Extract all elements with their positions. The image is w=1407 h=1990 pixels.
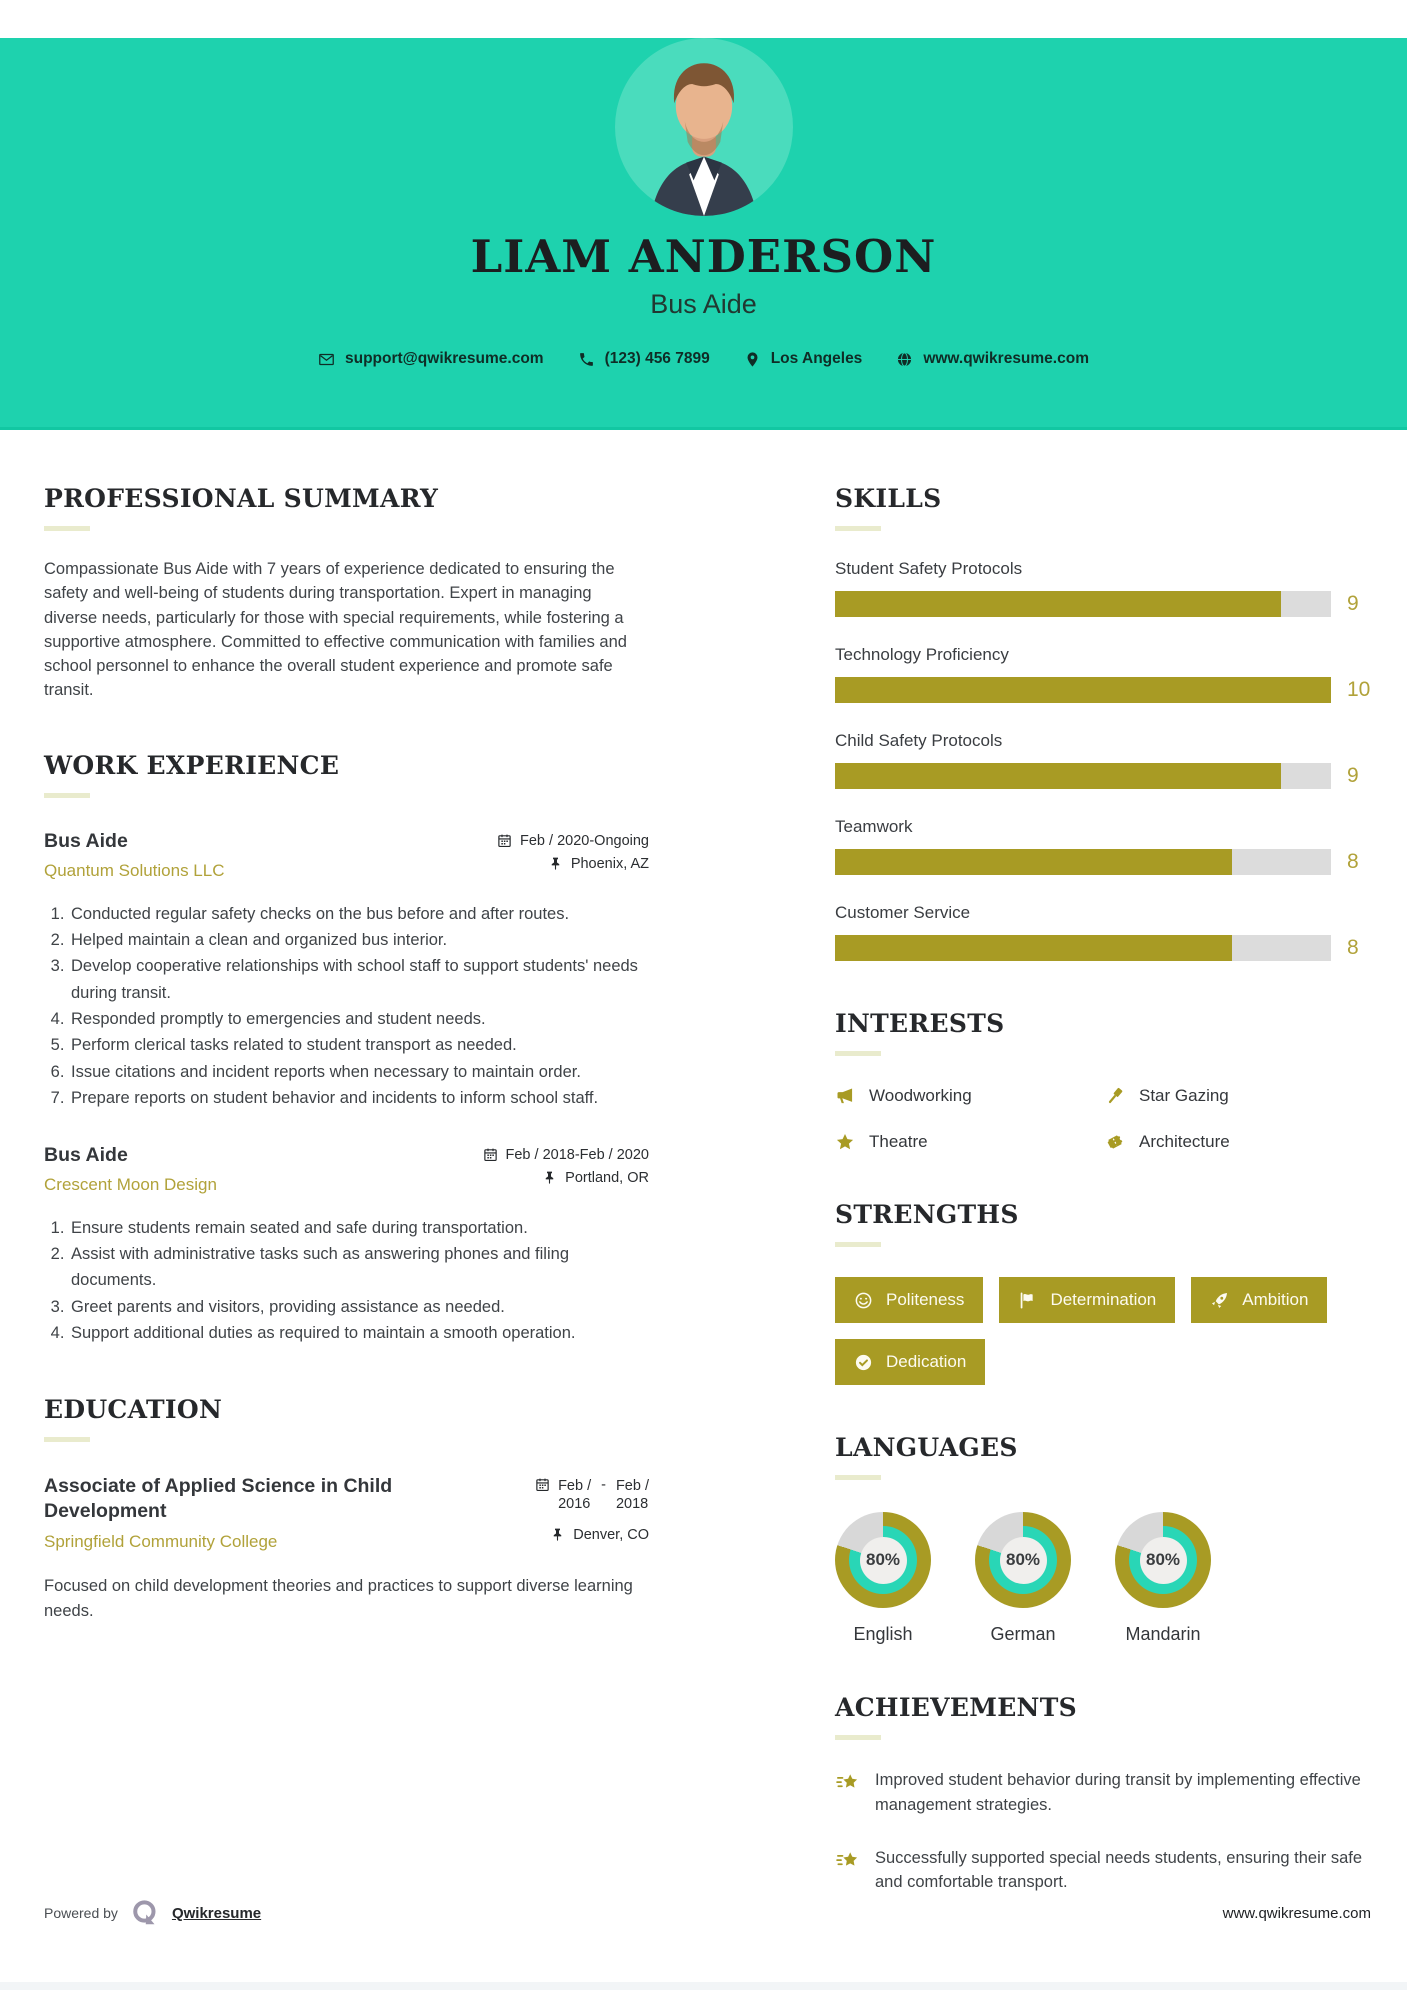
job-bullet: 2. Assist with administrative tasks such as answering phones and filing documents. — [69, 1241, 649, 1294]
pushpin-icon — [550, 1527, 565, 1542]
education-location-text: Denver, CO — [573, 1527, 649, 1544]
interest-label: Woodworking — [869, 1086, 972, 1105]
right-column — [835, 484, 1375, 1943]
resume-body — [0, 430, 1407, 1943]
calendar-icon — [535, 1477, 550, 1492]
heading-rule — [44, 526, 90, 531]
job-location-text: Phoenix, AZ — [570, 855, 649, 872]
job-company: Quantum Solutions LLC — [44, 860, 225, 880]
school-name: Springfield Community College — [44, 1532, 278, 1552]
interest-item — [835, 1086, 1105, 1106]
strength-label: Politeness — [886, 1290, 965, 1309]
skill-bar-fill — [835, 677, 1331, 703]
interest-label: Architecture — [1139, 1132, 1230, 1151]
skill-list — [835, 559, 1375, 961]
job-bullet: 6. Issue citations and incident reports when necessary to maintain order. — [69, 1059, 649, 1085]
contact-text: www.qwikresume.com — [923, 350, 1089, 367]
job-entry — [44, 830, 649, 1112]
language-label: German — [990, 1624, 1056, 1644]
language-percent: 80% — [1000, 1537, 1047, 1584]
work-heading: WORK EXPERIENCE — [44, 750, 340, 780]
pushpin-icon — [542, 1170, 557, 1185]
date-separator: - — [601, 1476, 606, 1493]
education-date-start: Feb / 2016 — [558, 1477, 592, 1513]
star-icon — [835, 1132, 855, 1152]
contact-item — [896, 350, 1089, 368]
job-location-text: Portland, OR — [565, 1169, 649, 1186]
skill-value: 9 — [1347, 592, 1359, 615]
skill-bar-track — [835, 677, 1331, 703]
strength-badge — [835, 1339, 985, 1385]
language-item — [1115, 1512, 1211, 1645]
job-company: Crescent Moon Design — [44, 1174, 217, 1194]
skill-bar-track — [835, 935, 1331, 961]
job-bullet: 1. Conducted regular safety checks on the bus before and after routes. — [69, 901, 649, 927]
skill-name: Customer Service — [835, 903, 971, 922]
language-donut-inner-ring — [849, 1526, 917, 1594]
section-education — [44, 1395, 649, 1623]
summary-text: Compassionate Bus Aide with 7 years of experience dedicated to ensuring the safety and well-being of students during transportation. Expert in managing diverse needs, particularly for those with special requirements, while fostering a supportive atmosphere. Committed to effective communication with families and school personnel to enhance the overall student experience and promote safe transit. — [44, 560, 627, 700]
degree-title: Associate of Applied Science in Child Development — [44, 1474, 393, 1522]
heading-rule — [835, 1735, 881, 1740]
strength-badge — [999, 1277, 1175, 1323]
achievement-list — [835, 1768, 1375, 1895]
heading-rule — [44, 793, 90, 798]
heading-rule — [835, 1475, 881, 1480]
skill-bar-fill — [835, 591, 1281, 617]
job-date-text: Feb / 2020-Ongoing — [520, 832, 649, 849]
skill-name: Teamwork — [835, 817, 913, 836]
section-professional-summary — [44, 484, 649, 703]
language-donut — [835, 1512, 931, 1608]
language-donut-inner-ring — [1129, 1526, 1197, 1594]
skill-name: Child Safety Protocols — [835, 731, 1003, 750]
language-list — [835, 1512, 1375, 1645]
language-item — [975, 1512, 1071, 1645]
job-date — [483, 1147, 650, 1163]
section-strengths — [835, 1200, 1375, 1385]
skill-value: 8 — [1347, 936, 1359, 959]
rocket-icon — [1210, 1291, 1229, 1310]
strength-label: Ambition — [1242, 1290, 1309, 1309]
job-bullet: 1. Ensure students remain seated and safe during transportation. — [69, 1215, 649, 1241]
job-bullet: 3. Develop cooperative relationships with school staff to support students' needs during transit. — [69, 953, 649, 1006]
phone-icon — [578, 351, 595, 368]
skill-item — [835, 645, 1375, 703]
skill-name: Student Safety Protocols — [835, 559, 1023, 578]
achievement-item — [835, 1846, 1375, 1896]
achievement-text: Successfully supported special needs students, ensuring their safe and comfortable transport. — [875, 1848, 1363, 1892]
heading-rule — [835, 1051, 881, 1056]
avatar — [615, 38, 793, 216]
interest-label: Star Gazing — [1139, 1086, 1229, 1105]
strength-list — [835, 1277, 1375, 1385]
section-achievements — [835, 1693, 1375, 1895]
section-work-experience — [44, 751, 649, 1347]
language-donut — [1115, 1512, 1211, 1608]
job-bullet: 5. Perform clerical tasks related to student transport as needed. — [69, 1032, 649, 1058]
contact-bar — [0, 350, 1407, 368]
megaphone-icon — [835, 1086, 855, 1106]
education-date-end: Feb / 2018 — [615, 1477, 649, 1513]
education-entry — [44, 1474, 649, 1623]
job-bullet: 7. Prepare reports on student behavior and incidents to inform school staff. — [69, 1085, 649, 1111]
qwikresume-link[interactable]: Qwikresume — [171, 1904, 262, 1922]
job-location — [548, 856, 649, 872]
achievement-item — [835, 1768, 1375, 1818]
language-donut-inner-ring — [989, 1526, 1057, 1594]
email-icon — [318, 351, 335, 368]
profile-photo — [615, 38, 793, 216]
education-heading: EDUCATION — [44, 1394, 223, 1424]
skill-item — [835, 903, 1375, 961]
job-list — [44, 830, 649, 1347]
job-date — [497, 833, 649, 849]
education-date — [535, 1477, 649, 1515]
shooting-star-icon — [835, 1848, 860, 1873]
flag-icon — [1018, 1291, 1037, 1310]
section-skills — [835, 484, 1375, 961]
skill-bar-track — [835, 591, 1331, 617]
skill-value: 9 — [1347, 764, 1359, 787]
calendar-icon — [497, 833, 512, 848]
strengths-heading: STRENGTHS — [835, 1200, 1019, 1229]
footer — [44, 1898, 1371, 1928]
language-percent: 80% — [860, 1537, 907, 1584]
skill-value: 10 — [1347, 678, 1371, 701]
language-percent: 80% — [1140, 1537, 1187, 1584]
skill-bar-fill — [835, 763, 1281, 789]
globe-icon — [896, 351, 913, 368]
language-label: English — [853, 1624, 913, 1644]
footer-site-link[interactable]: www.qwikresume.com — [1222, 1904, 1371, 1922]
skill-item — [835, 559, 1375, 617]
heading-rule — [44, 1437, 90, 1442]
interest-item — [1105, 1132, 1375, 1152]
contact-text: Los Angeles — [770, 350, 863, 367]
ticket-icon — [1105, 1132, 1125, 1152]
skill-bar-fill — [835, 849, 1232, 875]
job-bullet: 4. Responded promptly to emergencies and student needs. — [69, 1006, 649, 1032]
language-donut — [975, 1512, 1071, 1608]
calendar-icon — [483, 1147, 498, 1162]
gavel-icon — [1105, 1086, 1125, 1106]
skill-name: Technology Proficiency — [835, 645, 1009, 664]
contact-text: support@qwikresume.com — [345, 350, 544, 367]
job-title: Bus Aide — [44, 829, 128, 852]
strength-badge — [835, 1277, 983, 1323]
job-date-text: Feb / 2018-Feb / 2020 — [505, 1146, 649, 1163]
contact-item — [578, 350, 710, 368]
languages-heading: LANGUAGES — [835, 1433, 1018, 1462]
powered-by — [44, 1898, 261, 1928]
achievement-text: Improved student behavior during transit by implementing effective management strategies. — [875, 1771, 1361, 1814]
interest-list — [835, 1086, 1375, 1152]
contact-text: (123) 456 7899 — [604, 350, 710, 367]
qwikresume-logo-icon — [130, 1898, 160, 1928]
heading-rule — [835, 526, 881, 531]
shooting-star-icon — [835, 1770, 860, 1795]
strength-label: Determination — [1050, 1290, 1157, 1309]
job-location — [542, 1170, 649, 1186]
strength-badge — [1191, 1277, 1327, 1323]
powered-by-label: Powered by — [44, 1905, 118, 1921]
skill-item — [835, 817, 1375, 875]
job-bullets — [44, 901, 649, 1112]
contact-item — [744, 350, 863, 368]
candidate-title: Bus Aide — [650, 289, 757, 319]
skill-item — [835, 731, 1375, 789]
interest-label: Theatre — [869, 1132, 928, 1151]
candidate-name: LIAM ANDERSON — [470, 230, 937, 283]
job-bullets — [44, 1215, 649, 1347]
education-note: Focused on child development theories and practices to support diverse learning needs. — [44, 1577, 633, 1620]
pushpin-icon — [548, 856, 563, 871]
skill-bar-track — [835, 849, 1331, 875]
contact-item — [318, 350, 544, 368]
summary-heading: PROFESSIONAL SUMMARY — [44, 484, 439, 513]
skill-value: 8 — [1347, 850, 1359, 873]
check-circle-icon — [854, 1353, 873, 1372]
interest-item — [835, 1132, 1105, 1152]
smiley-icon — [854, 1291, 873, 1310]
section-languages — [835, 1433, 1375, 1645]
job-bullet: 4. Support additional duties as required to maintain a smooth operation. — [69, 1320, 649, 1346]
job-bullet: 2. Helped maintain a clean and organized bus interior. — [69, 927, 649, 953]
section-interests — [835, 1009, 1375, 1152]
job-title: Bus Aide — [44, 1143, 128, 1166]
skill-bar-fill — [835, 935, 1232, 961]
left-column — [44, 484, 649, 1943]
interest-item — [1105, 1086, 1375, 1106]
location-icon — [744, 351, 761, 368]
strength-label: Dedication — [886, 1352, 967, 1371]
header — [0, 38, 1407, 430]
bottom-strip — [0, 1982, 1407, 1990]
skills-heading: SKILLS — [835, 484, 942, 513]
language-item — [835, 1512, 931, 1645]
skill-bar-track — [835, 763, 1331, 789]
interests-heading: INTERESTS — [835, 1009, 1005, 1038]
heading-rule — [835, 1242, 881, 1247]
achievements-heading: ACHIEVEMENTS — [835, 1693, 1077, 1722]
education-location — [550, 1527, 649, 1543]
job-bullet: 3. Greet parents and visitors, providing assistance as needed. — [69, 1294, 649, 1320]
language-label: Mandarin — [1125, 1624, 1201, 1644]
job-entry — [44, 1144, 649, 1347]
